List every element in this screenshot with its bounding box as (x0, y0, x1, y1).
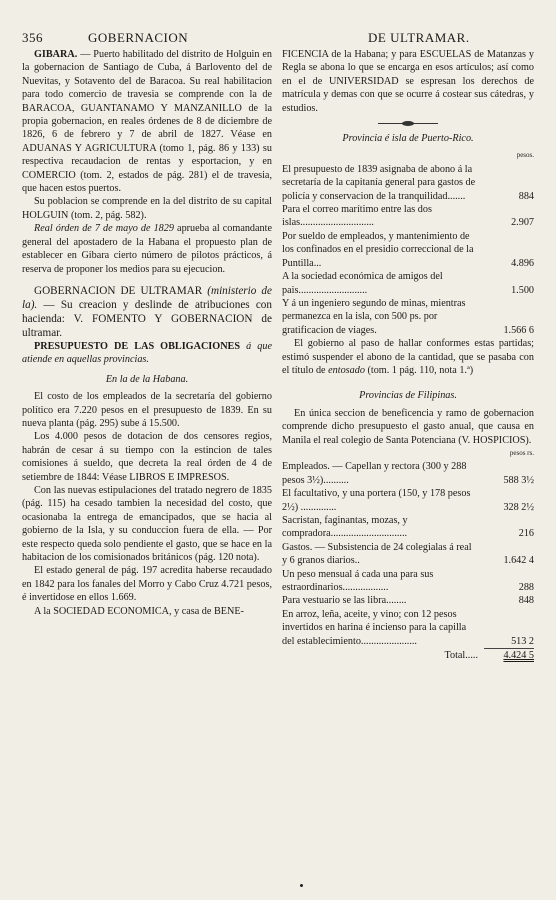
running-head-right: DE ULTRAMAR. (368, 30, 470, 45)
row-description: En arroz, leña, aceite, y vino; con 12 pesos invertidos en harina é incienso para la capilla del establecimiento...................... (282, 608, 467, 647)
running-head-left: GOBERNACION (88, 30, 189, 45)
presupuesto-head-italic: á que atiende en aquellas provincias. (22, 340, 272, 366)
habana-paragraph-2: Los 4.000 pesos de dotacion de dos censores regios, habrán de cesar á su tiempo con la estincion de tales comisiones á sueldo, que decreta la real órden de 4 de setiembre de 1844: Véase LIBROS E IMPRESOS. (22, 431, 272, 483)
row-value: 588 3½ (503, 474, 534, 486)
page-number: 356 (22, 30, 43, 45)
row-value: 1.566 6 (503, 324, 534, 336)
row-description: El facultativo, y una portera (150, y 178 pesos 2½) .............. (282, 488, 471, 513)
table-row (282, 163, 534, 203)
gibara-title: GIBARA. (34, 49, 78, 60)
gibara-entry (22, 48, 272, 195)
row-value: 884 (518, 190, 534, 202)
table-row (282, 460, 534, 487)
total-value: 4.424 5 (503, 650, 534, 662)
table-row (282, 568, 534, 595)
royal-order-lead: Real órden de 7 de mayo de 1829 (34, 223, 174, 235)
filipinas-total (282, 649, 534, 662)
row-value: 288 (518, 582, 534, 594)
gobernacion-title-rest: — Su creacion y deslinde de atribuciones con hacienda: V. FOMENTO Y GOBERNACION de ultramar. (22, 298, 272, 339)
table-row (282, 541, 534, 568)
gibara-population: Su poblacion se comprende en la del distrito de su capital HOLGUIN (tom. 2, pág. 582). (22, 196, 272, 221)
royal-order-text: aprueba al comandante general del apostadero de la Habana el propuesto plan de establecer en Gibara cierto número de pilotos prácticos, á reserva de proponer los medios para su ejecucion. (22, 223, 272, 275)
presupuesto-heading (22, 340, 272, 367)
puerto-rico-note (282, 337, 534, 377)
gobernacion-title: GOBERNACION DE ULTRAMAR (34, 284, 203, 297)
row-value: 1.500 (511, 284, 534, 296)
table-row (282, 487, 534, 514)
row-value: 216 (518, 528, 534, 540)
table-row (282, 203, 534, 230)
total-label: Total..... (444, 650, 478, 662)
filipinas-heading: Provincias de Filipinas. (359, 390, 457, 402)
row-description: Para el correo marítimo entre las dos islas............................. (282, 204, 432, 229)
row-description: Y á un ingeniero segundo de minas, mientras permanezca en la isla, con 500 ps. por gratificacion de viages. (282, 297, 466, 336)
pr-note-italic: entosado (328, 364, 365, 376)
pr-note-a: El gobierno al paso de hallar conformes estas partidas; estimó suspender el abono de la cantidad, que se pasaba con el título de (282, 338, 534, 376)
row-description: Para vestuario se las libra........ (282, 595, 407, 607)
right-column (282, 48, 534, 662)
pr-note-b: (tom. 1 pág. 110, nota 1.ª) (364, 364, 474, 376)
presupuesto-head: PRESUPUESTO DE LAS OBLIGACIONES (34, 340, 241, 352)
habana-heading: En la de la Habana. (105, 373, 189, 385)
habana-paragraph-1: El costo de los empleados de la secretaría del gobierno político era 7.220 pesos en el presupuesto de 1839. En su nueva planta (pág. 295) sube á 15.500. (22, 391, 272, 429)
table-row (282, 594, 534, 607)
filipinas-column-header: pesos rs. (509, 448, 534, 457)
row-description: Sacristan, faginantas, mozas, y compradora.............................. (282, 515, 408, 540)
row-value: 513 2 (511, 635, 534, 647)
filipinas-paragraph: En única seccion de beneficencia y ramo de gobernacion comprende dicho presupuesto el gasto anual, que causa en Manila el real colegio de Santa Potenciana (V. HOSPICIOS). (282, 407, 534, 446)
gibara-text: — Puerto habilitado del distrito de Holguin en la gobernacion de Santiago de Cuba, á Barlovento del de Nuevitas, y Sotavento del de Baracoa. Su real habilitacion para todo comercio de travesia se comprende con la de BARACOA, GUANTANAMO Y MANZANILLO de la propia gobernacion, en reales órdenes de 8 de diciembre de 1826, 6 de febrero y 7 de abril de 1827. Véase en ADUANAS Y AGRICULTURA (tomo 1, pág. 86 y 133) su respectiva recaudacion de rentas y esportacion, y en COMERCIO (tom. 2, estados de pág. 281) el de travesia, que hacen estos puertos. (22, 49, 272, 195)
ornament-divider (378, 121, 438, 126)
table-row (282, 270, 534, 297)
row-value: 2.907 (511, 217, 534, 229)
row-description: Por sueldo de empleados, y mantenimiento de los confinados en el presidio correccional de la Puntilla... (282, 230, 474, 269)
row-description: Un peso mensual á cada una para sus estraordinarios.................. (282, 568, 434, 594)
habana-paragraph-3: Con las nuevas estipulaciones del tratado negrero de 1835 (pág. 115) ha cesado tambien la necesidad del costo, que ocasionaba la entrega de emancipados, que se hacia al gobierno de la Isla, y su conduccion fuera de ella. — Por este respecto queda solo pendiente el gasto, que se hace en la habitacion de los comisionados británicos (pág. 120 nota). (22, 484, 272, 563)
filipinas-table (282, 460, 534, 648)
puerto-rico-column-header: pesos. (516, 151, 534, 160)
left-column (22, 48, 272, 618)
table-row (282, 230, 534, 270)
gobernacion-title-italic: (ministerio de la). (22, 284, 272, 311)
gibara-royal-order (22, 222, 272, 276)
gobernacion-entry (22, 284, 272, 340)
row-description: Gastos. — Subsistencia de 24 colegialas á real y 6 granos diarios.. (282, 541, 472, 567)
table-row (282, 514, 534, 541)
row-description: Empleados. — Capellan y rectora (300 y 288 pesos 3½).......... (282, 461, 467, 486)
page-dot (300, 884, 303, 887)
row-value: 848 (518, 595, 534, 607)
row-value: 1.642 4 (503, 555, 534, 567)
habana-paragraph-5: A la SOCIEDAD ECONOMICA, y casa de BENE- (34, 605, 244, 617)
habana-paragraph-4: El estado general de pág. 197 acredita haberse recaudado en 1842 para los fanales del Morro y Cabo Cruz 4.721 pesos, é invertidose en ellos 1.669. (22, 565, 272, 604)
row-description: El presupuesto de 1839 asignaba de abono á la secretaría de la capitanía general para gastos de policía y conservacion de la tranquilidad....... (282, 163, 476, 202)
continuation-paragraph: FICENCIA de la Habana; y para ESCUELAS de Matanzas y Regla se abona lo que se encarga en esos artículos; así como en el de UNIVERSIDAD se espresan los derechos de matrícula y demas con que se ocurre á costear sus cátedras, y estudios. (282, 49, 534, 114)
puerto-rico-heading: Provincia é isla de Puerto-Rico. (342, 133, 474, 145)
row-value: 4.896 (511, 257, 534, 269)
row-description: A la sociedad económica de amigos del pais........................... (282, 271, 443, 296)
row-value: 328 2½ (503, 501, 534, 513)
table-row (282, 297, 534, 337)
table-row (282, 608, 534, 648)
puerto-rico-table (282, 163, 534, 337)
